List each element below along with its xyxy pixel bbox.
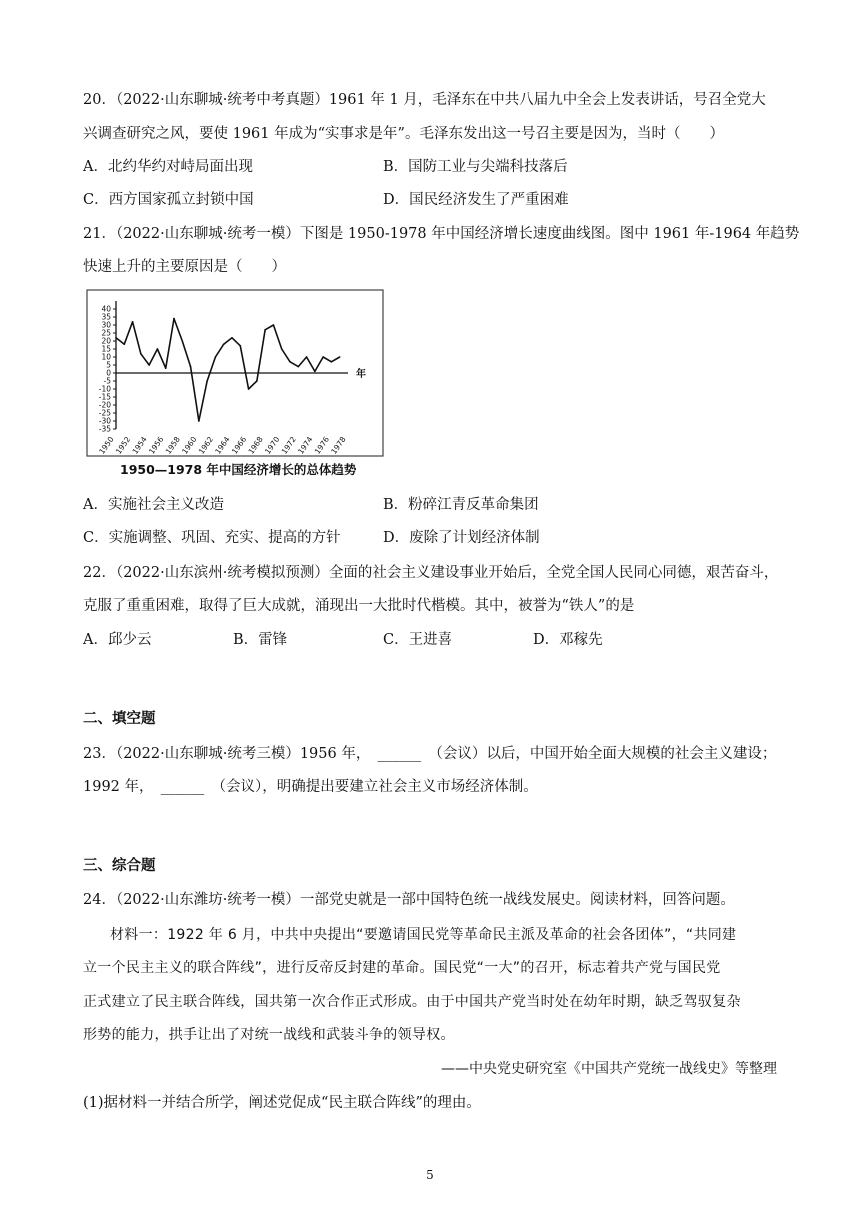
growth-data-point bbox=[264, 329, 266, 331]
growth-data-point bbox=[123, 343, 125, 345]
y-tick-label: -10 bbox=[98, 384, 111, 394]
q24-material-line4: 形势的能力，拱手让出了对统一战线和武装斗争的领导权。 bbox=[83, 1027, 455, 1043]
q22-option-a: A．邱少云 bbox=[83, 632, 152, 648]
x-tick-label: 1964 bbox=[213, 434, 232, 456]
x-tick-label: 1956 bbox=[147, 434, 166, 456]
q22-option-b: B．雷锋 bbox=[233, 632, 288, 648]
x-tick-label: 1970 bbox=[263, 434, 282, 456]
y-tick-label: 20 bbox=[101, 336, 111, 346]
y-tick-label: 25 bbox=[101, 328, 111, 338]
section-fill-blank-heading: 二、填空题 bbox=[83, 710, 156, 727]
growth-data-point bbox=[273, 324, 275, 326]
growth-data-point bbox=[322, 356, 324, 358]
growth-data-point bbox=[239, 345, 241, 347]
growth-data-point bbox=[115, 337, 117, 339]
x-tick-label: 1976 bbox=[312, 434, 332, 456]
growth-data-point bbox=[132, 321, 134, 323]
growth-data-point bbox=[157, 348, 159, 350]
growth-data-point bbox=[215, 356, 217, 358]
q21-option-b: B．粉碎江青反革命集团 bbox=[383, 497, 539, 513]
y-tick-label: 30 bbox=[101, 320, 111, 330]
section-comprehensive-heading: 三、综合题 bbox=[83, 857, 156, 874]
growth-data-point bbox=[297, 366, 299, 368]
q22-stem-line2: 克服了重重困难，取得了巨大成就，涌现出一大批时代楷模。其中，被誉为“铁人”的是 bbox=[83, 598, 635, 614]
growth-data-point bbox=[140, 353, 142, 355]
growth-data-point bbox=[206, 380, 208, 382]
q23-stem-line2: 1992 年， ______ （会议），明确提出要建立社会主义市场经济体制。 bbox=[83, 779, 538, 795]
q24-material-source: ——中央党史研究室《中国共产党统一战线史》等整理 bbox=[441, 1061, 777, 1077]
q20-option-b: B．国防工业与尖端科技落后 bbox=[383, 159, 568, 175]
x-tick-label: 1958 bbox=[163, 434, 182, 456]
x-tick-label: 1950 bbox=[97, 434, 116, 456]
y-tick-label: 5 bbox=[106, 360, 111, 370]
q24-material-line2: 立一个民主主义的联合阵线”，进行反帝反封建的革命。国民党“一大”的召开，标志着共产党与国民党 bbox=[83, 960, 721, 976]
y-tick-label: -15 bbox=[98, 392, 111, 402]
q21-stem-line2: 快速上升的主要原因是（ ） bbox=[83, 259, 286, 275]
growth-data-point bbox=[256, 380, 258, 382]
y-tick-label: 0 bbox=[106, 368, 111, 378]
x-tick-label: 1960 bbox=[180, 434, 199, 456]
y-tick-label: -25 bbox=[98, 408, 111, 418]
growth-data-point bbox=[231, 337, 233, 339]
x-tick-label: 1974 bbox=[296, 434, 315, 456]
growth-data-point bbox=[289, 361, 291, 363]
q20-option-a: A．北约华约对峙局面出现 bbox=[83, 159, 253, 175]
growth-data-point bbox=[314, 371, 316, 373]
q21-option-d: D．废除了计划经济体制 bbox=[383, 530, 540, 546]
q24-material-line1: 材料一：1922 年 6 月，中共中央提出“要邀请国民党等革命民主派及革命的社会各团体”，“共同建 bbox=[110, 927, 737, 943]
x-tick-label: 1966 bbox=[229, 434, 249, 456]
q21-stem-line1: 21．（2022·山东聊城·统考一模）下图是 1950-1978 年中国经济增长速度曲线图。图中 1961 年-1964 年趋势 bbox=[83, 226, 800, 242]
q24-material-line3: 正式建立了民主联合阵线，国共第一次合作正式形成。由于中国共产党当时处在幼年时期，缺乏驾驭复杂 bbox=[83, 994, 741, 1010]
q21-option-c: C．实施调整、巩固、充实、提高的方针 bbox=[83, 530, 341, 546]
x-tick-label: 1972 bbox=[279, 434, 298, 456]
x-tick-label: 1978 bbox=[329, 434, 348, 456]
y-tick-label: 15 bbox=[101, 344, 111, 354]
chart-svg bbox=[86, 289, 386, 459]
y-tick-label: -35 bbox=[98, 424, 111, 434]
q20-option-d: D．国民经济发生了严重困难 bbox=[383, 192, 569, 208]
economic-growth-chart bbox=[86, 289, 386, 479]
q24-stem: 24．（2022·山东潍坊·统考一模）一部党史就是一部中国特色统一战线发展史。阅读材料，回答问题。 bbox=[83, 892, 735, 908]
growth-data-point bbox=[306, 356, 308, 358]
growth-data-point bbox=[331, 361, 333, 363]
y-tick-label: 10 bbox=[101, 352, 111, 362]
x-axis-label: 年 bbox=[356, 369, 366, 380]
x-tick-label: 1954 bbox=[130, 434, 149, 456]
growth-data-point bbox=[281, 348, 283, 350]
growth-series-line bbox=[116, 319, 340, 421]
y-tick-label: -20 bbox=[98, 400, 111, 410]
chart-caption: 1950—1978 年中国经济增长的总体趋势 bbox=[120, 462, 357, 477]
growth-data-point bbox=[339, 356, 341, 358]
q20-stem-line2: 兴调查研究之风，要使 1961 年成为“实事求是年”。毛泽东发出这一号召主要是因为，当时（ ） bbox=[83, 126, 724, 142]
q22-option-c: C．王进喜 bbox=[383, 632, 453, 648]
y-tick-label: -30 bbox=[98, 416, 111, 426]
x-tick-label: 1968 bbox=[246, 434, 265, 456]
growth-data-point bbox=[181, 340, 183, 342]
growth-data-point bbox=[190, 366, 192, 368]
q24-subquestion-1: (1)据材料一并结合所学，阐述党促成“民主联合阵线”的理由。 bbox=[83, 1095, 481, 1111]
growth-data-point bbox=[173, 318, 175, 320]
growth-data-point bbox=[165, 367, 167, 369]
growth-data-point bbox=[248, 388, 250, 390]
growth-data-point bbox=[223, 343, 225, 345]
q22-option-d: D．邓稼先 bbox=[533, 632, 603, 648]
growth-data-point bbox=[198, 420, 200, 422]
y-tick-label: 40 bbox=[101, 304, 111, 314]
page-number: 5 bbox=[426, 1168, 434, 1182]
q22-stem-line1: 22．（2022·山东滨州·统考模拟预测）全面的社会主义建设事业开始后，全党全国人民同心同德，艰苦奋斗， bbox=[83, 565, 779, 581]
q23-stem-line1: 23．（2022·山东聊城·统考三模）1956 年， ______ （会议）以后，中国开始全面大规模的社会主义建设； bbox=[83, 746, 777, 762]
q21-option-a: A．实施社会主义改造 bbox=[83, 497, 224, 513]
q20-option-c: C．西方国家孤立封锁中国 bbox=[83, 192, 254, 208]
y-tick-label: -5 bbox=[103, 376, 111, 386]
x-tick-label: 1962 bbox=[196, 434, 216, 456]
x-tick-label: 1952 bbox=[113, 434, 133, 456]
growth-data-point bbox=[148, 364, 150, 366]
q20-stem-line1: 20．（2022·山东聊城·统考中考真题）1961 年 1 月，毛泽东在中共八届九中全会上发表讲话，号召全党大 bbox=[83, 92, 766, 108]
y-tick-label: 35 bbox=[101, 312, 111, 322]
